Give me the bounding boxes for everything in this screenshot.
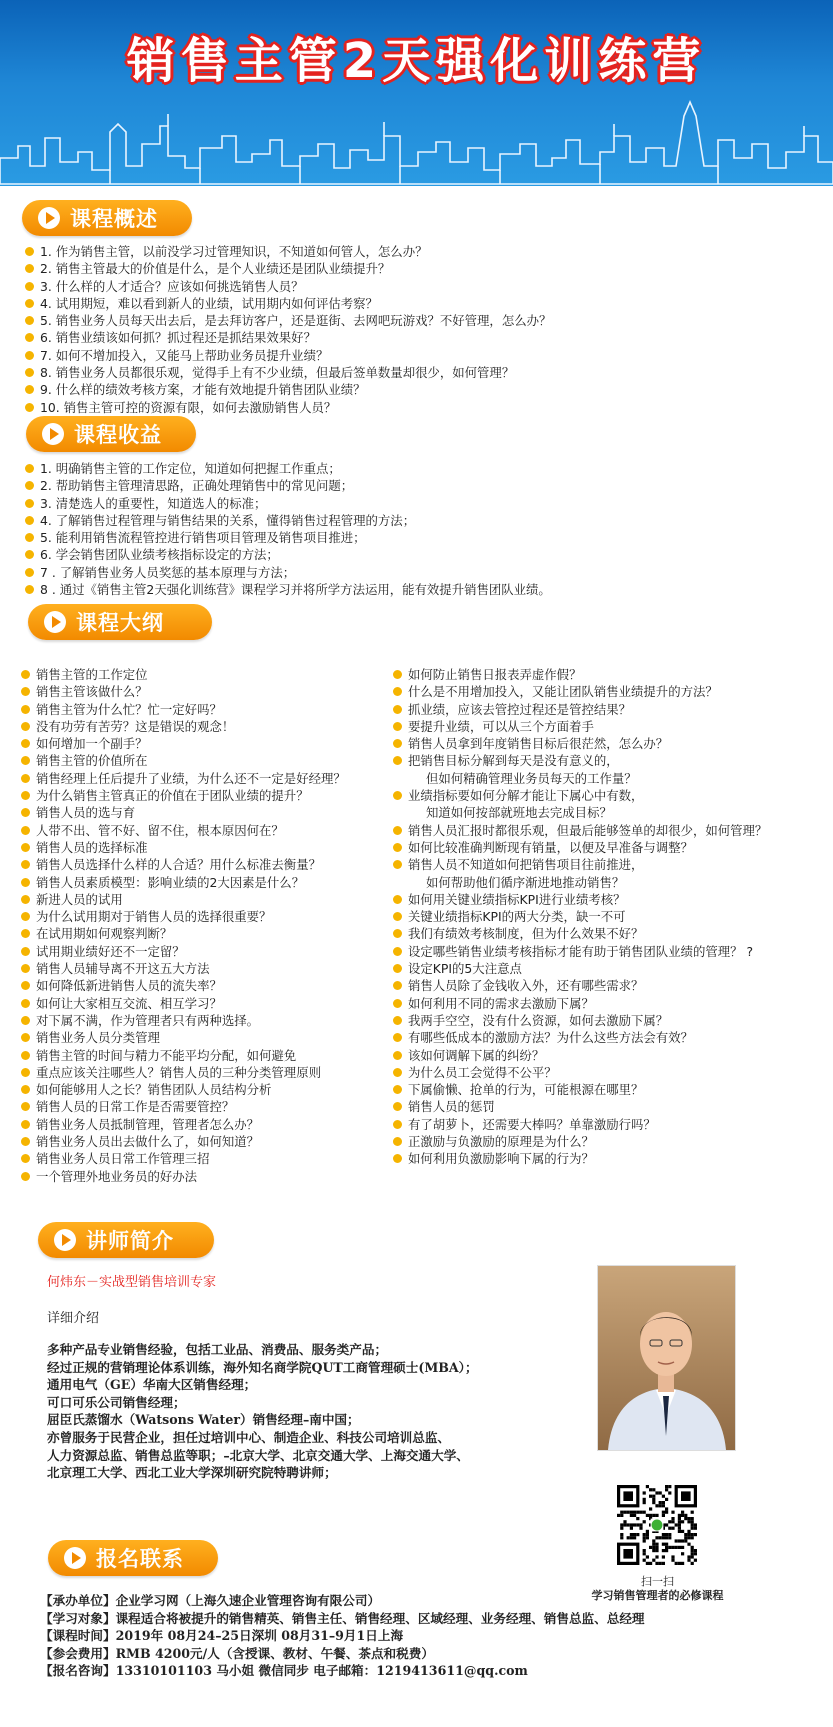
outline-item: 销售主管该做什么？ [20,683,346,700]
benefit-item: 5. 能利用销售流程管控进行销售项目管理及销售项目推进； [24,529,551,546]
contact-line: 【参会费用】RMB 4200元/人（含授课、教材、午餐、茶点和税费） [40,1645,434,1661]
outline-item: 试用期业绩好还不一定留？ [20,943,346,960]
overview-item: 10. 销售主管可控的资源有限，如何去激励销售人员？ [24,399,551,416]
teacher-detail-heading: 详细介绍 [47,1311,100,1326]
outline-item: 如何利用不同的需求去激励下属？ [392,995,767,1012]
outline-item: 如何利用负激励影响下属的行为？ [392,1150,767,1167]
header-banner [0,0,833,186]
outline-item: 销售主管的时间与精力不能平均分配，如何避免 [20,1047,346,1064]
contact-line: 【承办单位】企业学习网（上海久速企业管理咨询有限公司） [40,1593,381,1608]
outline-list-right [392,666,767,1168]
teacher-photo [597,1265,736,1451]
benefit-item: 4. 了解销售过程管理与销售结果的关系，懂得销售过程管理的方法； [24,512,551,529]
outline-item: 如何防止销售日报表弄虚作假？ [392,666,767,683]
outline-item: 销售主管的工作定位 [20,666,346,683]
section-label: 讲师简介 [86,1229,174,1253]
outline-item: 销售业务人员分类管理 [20,1029,346,1046]
outline-item: 销售人员辅导离不开这五大方法 [20,960,346,977]
outline-item: 销售人员素质模型：影响业绩的2大因素是什么？ [20,874,346,891]
outline-item: 销售主管为什么忙？忙一定好吗？ [20,701,346,718]
bio-line: 多种产品专业销售经验，包括工业品、消费品、服务类产品； [47,1342,388,1357]
outline-item: 该如何调解下属的纠纷？ [392,1047,767,1064]
benefit-item: 2. 帮助销售主管理清思路，正确处理销售中的常见问题； [24,477,551,494]
outline-item: 如何比较准确判断现有销量，以便及早准备与调整？ [392,839,767,856]
outline-item: 如何增加一个副手？ [20,735,346,752]
outline-item: 销售业务人员出去做什么了，如何知道？ [20,1133,346,1150]
outline-item: 但如何精确管理业务员每天的工作量？ [426,770,637,786]
teacher-bio [47,1341,478,1482]
outline-item: 对下属不满，作为管理者只有两种选择。 [20,1012,346,1029]
qr-code [617,1485,697,1565]
outline-item: 新进人员的试用 [20,891,346,908]
outline-item: 业绩指标要如何分解才能让下属心中有数， [392,787,767,804]
teacher-name: 何炜东－实战型销售培训专家 [47,1275,217,1290]
outline-item: 为什么员工会觉得不公平？ [392,1064,767,1081]
section-label: 报名联系 [96,1547,184,1571]
contact-line: 【学习对象】课程适合将被提升的销售精英、销售主任、销售经理、区域经理、业务经理、销售总监、总经理 [40,1610,645,1626]
section-header-teacher [38,1222,214,1258]
section-header-outline [28,604,212,640]
outline-item: 销售业务人员抵制管理，管理者怎么办？ [20,1116,346,1133]
benefit-item: 8 . 通过《销售主管2天强化训练营》课程学习并将所学方法运用，能有效提升销售团队业绩。 [24,581,551,598]
bio-line: 可口可乐公司销售经理； [47,1394,186,1410]
outline-item: 销售业务人员日常工作管理三招 [20,1150,346,1167]
page-title: 销售主管2天强化训练营 [126,33,707,89]
outline-item: 如何让大家相互交流、相互学习？ [20,995,346,1012]
qr-caption-scan: 扫一扫 [641,1575,674,1588]
qr-caption-course: 学习销售管理者的必修课程 [591,1589,724,1602]
outline-item: 销售人员选择什么样的人合适？用什么标准去衡量？ [20,856,346,873]
overview-item: 9. 什么样的绩效考核方案，才能有效地提升销售团队业绩？ [24,381,551,398]
play-icon [38,207,60,229]
overview-list [24,243,551,416]
outline-item: 销售人员汇报时都很乐观，但最后能够签单的却很少，如何管理？ [392,822,767,839]
outline-item: 为什么销售主管真正的价值在于团队业绩的提升？ [20,787,346,804]
bio-line: 人力资源总监、销售总监等职；–北京大学、北京交通大学、上海交通大学、 [47,1447,469,1463]
outline-item: 销售人员拿到年度销售目标后很茫然，怎么办？ [392,735,767,752]
overview-item: 8. 销售业务人员都很乐观，觉得手上有不少业绩，但最后签单数量却很少，如何管理？ [24,364,551,381]
play-icon [54,1229,76,1251]
overview-item: 6. 销售业绩该如何抓？抓过程还是抓结果效果好？ [24,329,551,346]
city-skyline-graphic [0,96,833,186]
bio-line: 北京理工大学、西北工业大学深圳研究院特聘讲师； [47,1465,337,1481]
benefit-item: 7 . 了解销售业务人员奖惩的基本原理与方法； [24,564,551,581]
outline-item: 销售人员除了金钱收入外，还有哪些需求？ [392,977,767,994]
benefit-item: 3. 清楚选人的重要性，知道选人的标准； [24,495,551,512]
benefit-item: 1. 明确销售主管的工作定位，知道如何把握工作重点； [24,460,551,477]
benefits-list [24,460,551,598]
overview-item: 2. 销售主管最大的价值是什么，是个人业绩还是团队业绩提升？ [24,260,551,277]
overview-item: 4. 试用期短，难以看到新人的业绩，试用期内如何评估考察？ [24,295,551,312]
play-icon [64,1547,86,1569]
contact-line: 【课程时间】2019年 08月24–25日深圳 08月31–9月1日上海 [40,1628,404,1643]
outline-item: 没有功劳有苦劳？这是错误的观念！ [20,718,346,735]
outline-item: 销售人员的选与育 [20,804,346,821]
outline-item: 设定哪些销售业绩考核指标才能有助于销售团队业绩的管理？ ? [392,943,767,960]
section-header-overview [22,200,192,236]
bio-line: 经过正规的营销理论体系训练，海外知名商学院QUT工商管理硕士(MBA）； [47,1359,478,1375]
outline-item: 如何帮助他们循序渐进地推动销售？ [426,874,625,890]
play-icon [42,423,64,445]
outline-item: 我们有绩效考核制度，但为什么效果不好？ [392,925,767,942]
outline-item: 在试用期如何观察判断？ [20,925,346,942]
bio-line: 亦曾服务于民营企业，担任过培训中心、制造企业、科技公司培训总监、 [47,1429,450,1445]
outline-item: 抓业绩，应该去管控过程还是管控结果？ [392,701,767,718]
outline-item: 为什么试用期对于销售人员的选择很重要？ [20,908,346,925]
contact-info-list [40,1592,645,1680]
section-header-contact [48,1540,218,1576]
section-label: 课程收益 [74,423,162,447]
outline-item: 下属偷懒、抢单的行为，可能根源在哪里？ [392,1081,767,1098]
outline-item: 人带不出、管不好、留不住，根本原因何在？ [20,822,346,839]
overview-item: 1. 作为销售主管，以前没学习过管理知识，不知道如何管人，怎么办？ [24,243,551,260]
outline-item: 销售人员的惩罚 [392,1098,767,1115]
section-label: 课程大纲 [76,611,164,635]
outline-item: 正激励与负激励的原理是为什么？ [392,1133,767,1150]
outline-item: 有哪些低成本的激励方法？为什么这些方法会有效？ [392,1029,767,1046]
outline-item: 要提升业绩，可以从三个方面着手 [392,718,767,735]
outline-item: 销售人员的日常工作是否需要管控？ [20,1098,346,1115]
contact-line: 【报名咨询】13310101103 马小姐 微信同步 电子邮箱：1219413611@qq.com [40,1663,528,1678]
outline-item: 如何能够用人之长？销售团队人员结构分析 [20,1081,346,1098]
outline-item: 什么是不用增加投入，又能让团队销售业绩提升的方法？ [392,683,767,700]
outline-item: 把销售目标分解到每天是没有意义的， [392,752,767,769]
overview-item: 7. 如何不增加投入，又能马上帮助业务员提升业绩？ [24,347,551,364]
outline-item: 有了胡萝卜，还需要大棒吗？单靠激励行吗？ [392,1116,767,1133]
outline-item: 销售人员不知道如何把销售项目往前推进， [392,856,767,873]
outline-item: 知道如何按部就班地去完成目标？ [426,805,612,821]
section-header-benefits [26,416,196,452]
play-icon [44,611,66,633]
outline-item: 销售人员的选择标准 [20,839,346,856]
outline-item: 我两手空空，没有什么资源，如何去激励下属？ [392,1012,767,1029]
outline-item: 销售经理上任后提升了业绩，为什么还不一定是好经理？ [20,770,346,787]
section-label: 课程概述 [70,207,158,231]
overview-item: 3. 什么样的人才适合？应该如何挑选销售人员？ [24,278,551,295]
bio-line: 通用电气（GE）华南大区销售经理； [47,1377,257,1393]
outline-item: 重点应该关注哪些人？销售人员的三种分类管理原则 [20,1064,346,1081]
benefit-item: 6. 学会销售团队业绩考核指标设定的方法； [24,546,551,563]
outline-item: 如何降低新进销售人员的流失率？ [20,977,346,994]
overview-item: 5. 销售业务人员每天出去后，是去拜访客户，还是逛街、去网吧玩游戏？不好管理，怎么办？ [24,312,551,329]
outline-item: 销售主管的价值所在 [20,752,346,769]
outline-list-left [20,666,346,1185]
bio-line: 屈臣氏蒸馏水（Watsons Water）销售经理–南中国； [47,1412,360,1428]
outline-item: 关键业绩指标KPI的两大分类，缺一不可 [392,908,767,925]
outline-item: 设定KPI的5大注意点 [392,960,767,977]
outline-item: 如何用关键业绩指标KPI进行业绩考核？ [392,891,767,908]
outline-item: 一个管理外地业务员的好办法 [20,1168,346,1185]
